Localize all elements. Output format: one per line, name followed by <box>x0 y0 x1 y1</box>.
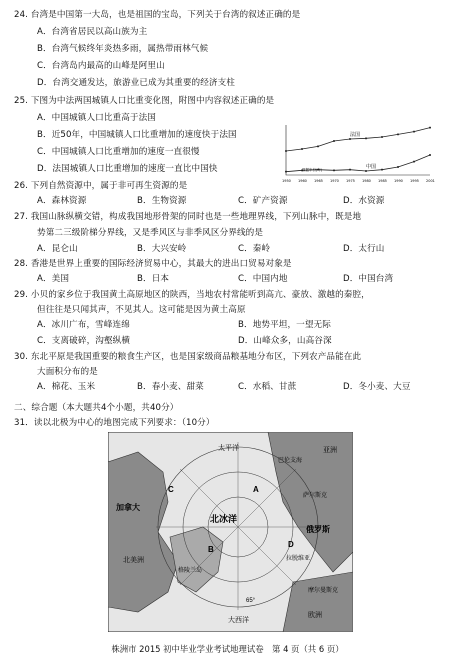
label-north-america: 北美洲 <box>123 557 144 564</box>
q24-option-a: A．台湾省居民以高山族为主 <box>37 27 148 37</box>
question-25-stem: 25. 下图为中法两国城镇人口比重变化图，附图中内容叙述正确的是 <box>14 96 275 106</box>
q24-option-d: D．台湾交通发达，旅游业已成为其重要的经济支柱 <box>37 78 235 88</box>
tick-label: 1980 <box>362 179 371 183</box>
tick-label: 2001 <box>426 179 435 183</box>
data-point <box>317 145 319 147</box>
marker-c: C <box>168 485 174 494</box>
question-29-stem-cont: 但往往是只闻其声，不见其人。这可能是因为黄土高原 <box>37 305 246 315</box>
series-label: 法国 <box>350 132 361 138</box>
q28-option-d: D．中国台湾 <box>343 274 394 284</box>
q27-option-c: C．秦岭 <box>238 244 271 254</box>
marker-d: D <box>288 540 294 549</box>
page-footer: 株洲市 2015 初中毕业学业考试地理试卷 第 4 页（共 6 页） <box>111 644 344 654</box>
q29-option-a: A．冰川广布，雪峰连绵 <box>37 320 130 330</box>
tick-label: 1990 <box>394 179 403 183</box>
question-24-stem: 24. 台湾是中国第一大岛，也是祖国的宝岛，下列关于台湾的叙述正确的是 <box>14 10 301 20</box>
q30-option-d: D．冬小麦、大豆 <box>343 382 411 392</box>
data-point <box>285 171 287 173</box>
data-point <box>413 161 415 163</box>
label-murmansk: 摩尔曼斯克 <box>308 588 339 594</box>
question-28-stem: 28. 香港是世界上重要的国际经济贸易中心，其最大的进出口贸易对象是 <box>14 259 292 269</box>
label-europe: 欧洲 <box>308 612 322 619</box>
question-30-stem: 30. 东北平原是我国重要的粮食生产区，也是国家级商品粮基地分布区，下列农产品能在此 <box>14 352 362 362</box>
question-27-stem-cont: 势第二三级阶梯分界线，又是季风区与非季风区分界线的是 <box>37 228 264 238</box>
axis-note: 数据年份(年) <box>302 168 323 172</box>
label-asia: 亚洲 <box>323 447 337 454</box>
series-label: 中国 <box>366 164 377 170</box>
q29-option-d: D．山峰众多，山高谷深 <box>238 336 332 346</box>
q24-option-c: C．台湾岛内最高的山峰是阿里山 <box>37 61 165 71</box>
data-point <box>333 169 335 171</box>
marker-b: B <box>208 545 214 554</box>
label-atlantic: 大西洋 <box>228 617 249 624</box>
data-point <box>381 169 383 171</box>
q26-option-b: B．生物资源 <box>137 196 187 206</box>
q25-option-a: A．中国城镇人口比重高于法国 <box>37 113 156 123</box>
tick-label: 1995 <box>410 179 419 183</box>
q25-option-d: D．法国城镇人口比重增加的速度一直比中国快 <box>37 164 218 174</box>
label-latvia: 拉脱维亚 <box>286 556 311 562</box>
question-31-stem: 31．读以北极为中心的地图完成下列要求：（10分） <box>14 418 215 428</box>
question-26-stem: 26. 下列自然资源中，属于非可再生资源的是 <box>14 181 188 191</box>
data-point <box>349 138 351 140</box>
tick-label: 1970 <box>330 179 339 183</box>
question-29-stem: 29. 小贝的家乡位于我国黄土高原地区的陕西，当地农村常能听到高亢、豪放、激越的秦腔， <box>14 290 370 300</box>
data-point <box>429 154 431 156</box>
tick-label: 1950 <box>282 179 291 183</box>
tick-label: 1965 <box>314 179 323 183</box>
data-point <box>301 148 303 150</box>
section-2-heading: 二、综合题（本大题共4个小题，共40分） <box>14 403 179 413</box>
data-point <box>365 137 367 139</box>
data-point <box>349 169 351 171</box>
q30-option-a: A．棉花、玉米 <box>37 382 96 392</box>
label-pacific: 太平洋 <box>218 445 239 452</box>
q27-option-d: D．太行山 <box>343 244 385 254</box>
q30-option-c: C．水稻、甘蔗 <box>238 382 297 392</box>
tick-label: 1985 <box>378 179 387 183</box>
data-point <box>333 140 335 142</box>
data-point <box>365 170 367 172</box>
label-arctic-ocean: 北冰洋 <box>210 514 238 524</box>
label-barents-sea: 巴伦支海 <box>278 458 303 464</box>
arctic-map <box>108 432 353 632</box>
data-point <box>413 131 415 133</box>
q29-option-c: C．支离破碎，沟壑纵横 <box>37 336 131 346</box>
q25-option-b: B．近50年，中国城镇人口比重增加的速度快于法国 <box>37 130 237 140</box>
q28-option-c: C．中国内地 <box>238 274 288 284</box>
question-27-stem: 27. 我国山脉纵横交错，构成我国地形骨架的同时也是一些地理界线，下列山脉中，既是地 <box>14 212 362 222</box>
data-point <box>285 150 287 152</box>
label-russia: 俄罗斯 <box>306 525 330 534</box>
label-canada: 加拿大 <box>116 503 140 512</box>
tick-label: 1975 <box>346 179 355 183</box>
data-point <box>397 166 399 168</box>
q28-option-b: B．日本 <box>137 274 170 284</box>
q25-option-c: C．中国城镇人口比重增加的速度一直很慢 <box>37 147 200 157</box>
label-65-degree: 65° <box>246 598 256 604</box>
data-point <box>397 133 399 135</box>
q27-option-a: A．昆仑山 <box>37 244 78 254</box>
q26-option-c: C．矿产资源 <box>238 196 288 206</box>
q28-option-a: A．美国 <box>37 274 70 284</box>
q26-option-d: D．水资源 <box>343 196 385 206</box>
marker-a: A <box>253 485 259 494</box>
data-point <box>429 127 431 129</box>
tick-label: 1960 <box>298 179 307 183</box>
q30-option-b: B．春小麦、甜菜 <box>137 382 204 392</box>
q24-option-b: B．台湾气候终年炎热多雨，属热带雨林气候 <box>37 44 209 54</box>
q27-option-b: B．大兴安岭 <box>137 244 187 254</box>
data-point <box>381 136 383 138</box>
label-salsk: 萨尔斯克 <box>303 493 328 499</box>
urban-population-chart <box>278 120 438 185</box>
question-30-stem-cont: 大面积分布的是 <box>37 367 98 377</box>
q29-option-b: B．地势平坦，一望无际 <box>238 320 331 330</box>
q26-option-a: A．森林资源 <box>37 196 87 206</box>
label-greenland: 格陵兰岛 <box>178 568 203 574</box>
